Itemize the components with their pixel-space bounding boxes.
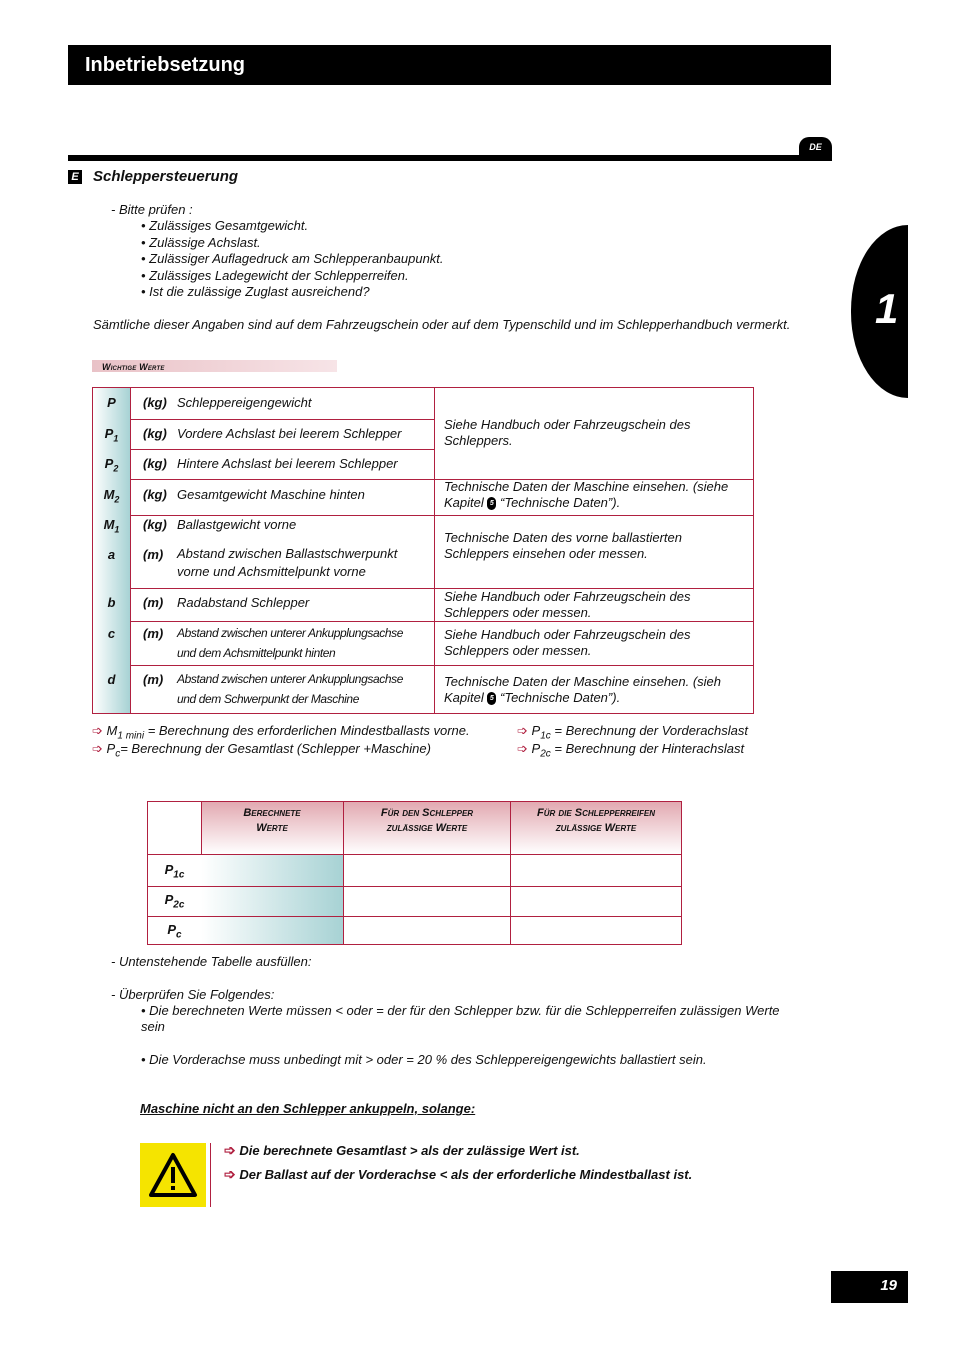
table-row-unit: (m): [143, 547, 164, 562]
input-cell[interactable]: [201, 917, 343, 944]
table-row-symbol: d: [107, 672, 116, 687]
warning-item: ➩ Die berechnete Gesamtlast > als der zulässige Wert ist.: [224, 1142, 580, 1158]
table-row-symbol: $M_1$: [103, 517, 120, 535]
table-ref: Siehe Handbuch oder Fahrzeugschein des Schleppers oder messen.: [444, 627, 691, 658]
table-row-symbol: $P_2$: [104, 456, 119, 474]
arrow-icon: ➩: [92, 723, 103, 738]
header-bar: [68, 45, 831, 85]
table-row-unit: (kg): [143, 487, 167, 502]
list-item: • Zulässiger Auflagedruck am Schlepperanbaupunkt.: [141, 251, 444, 266]
section-title: Schleppersteuerung: [93, 168, 239, 185]
list-item: • Die berechneten Werte müssen < oder = der für den Schlepper bzw. für die Schlepperreifen zulässigen Werte: [141, 1003, 780, 1018]
arrow-icon: ➩: [517, 723, 528, 738]
warning-heading: Maschine nicht an den Schlepper ankuppeln, solange:: [140, 1101, 476, 1116]
header-calculated: Berechnete Werte: [201, 802, 343, 854]
table-row-symbol: $P_1$: [104, 426, 119, 444]
table-ref: Technische Daten des vorne ballastierten Schleppers einsehen oder messen.: [444, 530, 682, 561]
table-row-desc: Schleppereigengewicht: [177, 395, 312, 410]
row-label: $P_c$: [167, 922, 182, 941]
table-ref: Siehe Handbuch oder Fahrzeugschein des Schleppers.: [444, 417, 691, 448]
calculation-table: [147, 801, 682, 945]
warning-icon: [140, 1143, 206, 1207]
table-row-symbol: $M_2$: [103, 487, 120, 505]
chapter-badge: 5: [487, 497, 496, 510]
chapter-badge: 5: [487, 692, 496, 705]
verify-instruction: - Überprüfen Sie Folgendes:: [111, 987, 275, 1002]
legend-p2c: ➩ $P_{2c}$ = Berechnung der Hinterachslast: [517, 741, 745, 760]
language-tab: DE: [799, 137, 832, 161]
table-row-symbol: a: [107, 547, 116, 562]
table-row-unit: (m): [143, 672, 164, 687]
legend-m1: ➩ $M_{1 mini}$ = Berechnung des erforderlichen Mindestballasts vorne.: [92, 723, 470, 742]
table-row-unit: (m): [143, 595, 164, 610]
warning-item: ➩ Der Ballast auf der Vorderachse < als der erforderliche Mindestballast ist.: [224, 1166, 693, 1182]
table-row-unit: (kg): [143, 456, 167, 471]
fill-instruction: - Untenstehende Tabelle ausfüllen:: [111, 954, 312, 969]
list-item: • Die Vorderachse muss unbedingt mit > oder = 20 % des Schleppereigengewichts ballastiert sein.: [141, 1052, 707, 1067]
arrow-icon: ➩: [224, 1166, 236, 1182]
section-rule: [68, 155, 832, 161]
check-intro: - Bitte prüfen :: [111, 202, 193, 217]
header-tractor: Für den Schlepper zulässige Werte: [344, 802, 510, 854]
row-label: $P_{1c}$: [164, 862, 185, 881]
page-number: 19: [831, 1271, 908, 1303]
table-row-unit: (m): [143, 626, 164, 641]
note-text: Sämtliche dieser Angaben sind auf dem Fahrzeugschein oder auf dem Typenschild und im Schlepperhandbuch vermerkt.: [93, 317, 791, 332]
arrow-icon: ➩: [517, 741, 528, 756]
table-row-desc: Abstand zwischen unterer Ankupplungsachse und dem Schwerpunkt der Maschine: [177, 672, 403, 706]
input-cell[interactable]: [201, 887, 343, 916]
input-cell[interactable]: [201, 855, 343, 886]
table-row-desc: Radabstand Schlepper: [177, 595, 310, 610]
table-ref: Technische Daten der Maschine einsehen. (sieh Kapitel 5 “Technische Daten”).: [444, 674, 722, 705]
table-row-symbol: b: [107, 595, 116, 610]
legend-p1c: ➩ $P_{1c}$ = Berechnung der Vorderachslast: [517, 723, 748, 742]
list-item: • Ist die zulässige Zuglast ausreichend?: [141, 284, 370, 299]
row-label: $P_{2c}$: [164, 892, 185, 911]
table-ref: Technische Daten der Maschine einsehen. (siehe Kapitel 5 “Technische Daten”).: [444, 479, 729, 510]
list-item: sein: [141, 1019, 165, 1034]
values-table: [92, 387, 754, 714]
values-label: Wichtige Werte: [92, 360, 337, 372]
table-row-desc: Abstand zwischen unterer Ankupplungsachse und dem Achsmittelpunkt hinten: [177, 626, 403, 660]
list-item: • Zulässiges Gesamtgewicht.: [141, 218, 309, 233]
table-row-desc: Gesamtgewicht Maschine hinten: [177, 487, 365, 502]
table-row-unit: (kg): [143, 395, 167, 410]
chapter-number: 1: [875, 285, 899, 332]
list-item: • Zulässiges Ladegewicht der Schlepperreifen.: [141, 267, 409, 283]
table-row-symbol: c: [107, 626, 116, 641]
table-row-desc: Vordere Achslast bei leerem Schlepper: [177, 426, 402, 441]
chapter-tab: [851, 225, 908, 398]
warning-divider: [210, 1143, 211, 1207]
check-list: [141, 218, 444, 301]
legend-pc: ➩ $P_c=$ Berechnung der Gesamtlast (Schlepper +Maschine): [92, 741, 431, 760]
page-title: Inbetriebsetzung: [85, 54, 246, 76]
table-row-unit: (kg): [143, 517, 167, 532]
table-row-unit: (kg): [143, 426, 167, 441]
arrow-icon: ➩: [92, 741, 103, 756]
table-row-symbol: P: [107, 395, 116, 410]
table-row-desc: Ballastgewicht vorne: [177, 517, 297, 532]
list-item: • Zulässige Achslast.: [141, 234, 261, 250]
table-ref: Siehe Handbuch oder Fahrzeugschein des Schleppers oder messen.: [444, 589, 691, 620]
arrow-icon: ➩: [224, 1142, 236, 1158]
section-letter: E: [68, 170, 82, 184]
header-tyres: Für die Schlepperreifen zulässige Werte: [511, 802, 681, 854]
table-row-desc: Hintere Achslast bei leerem Schlepper: [177, 456, 398, 471]
table-row-desc: Abstand zwischen Ballastschwerpunkt vorne und Achsmittelpunkt vorne: [177, 546, 398, 579]
